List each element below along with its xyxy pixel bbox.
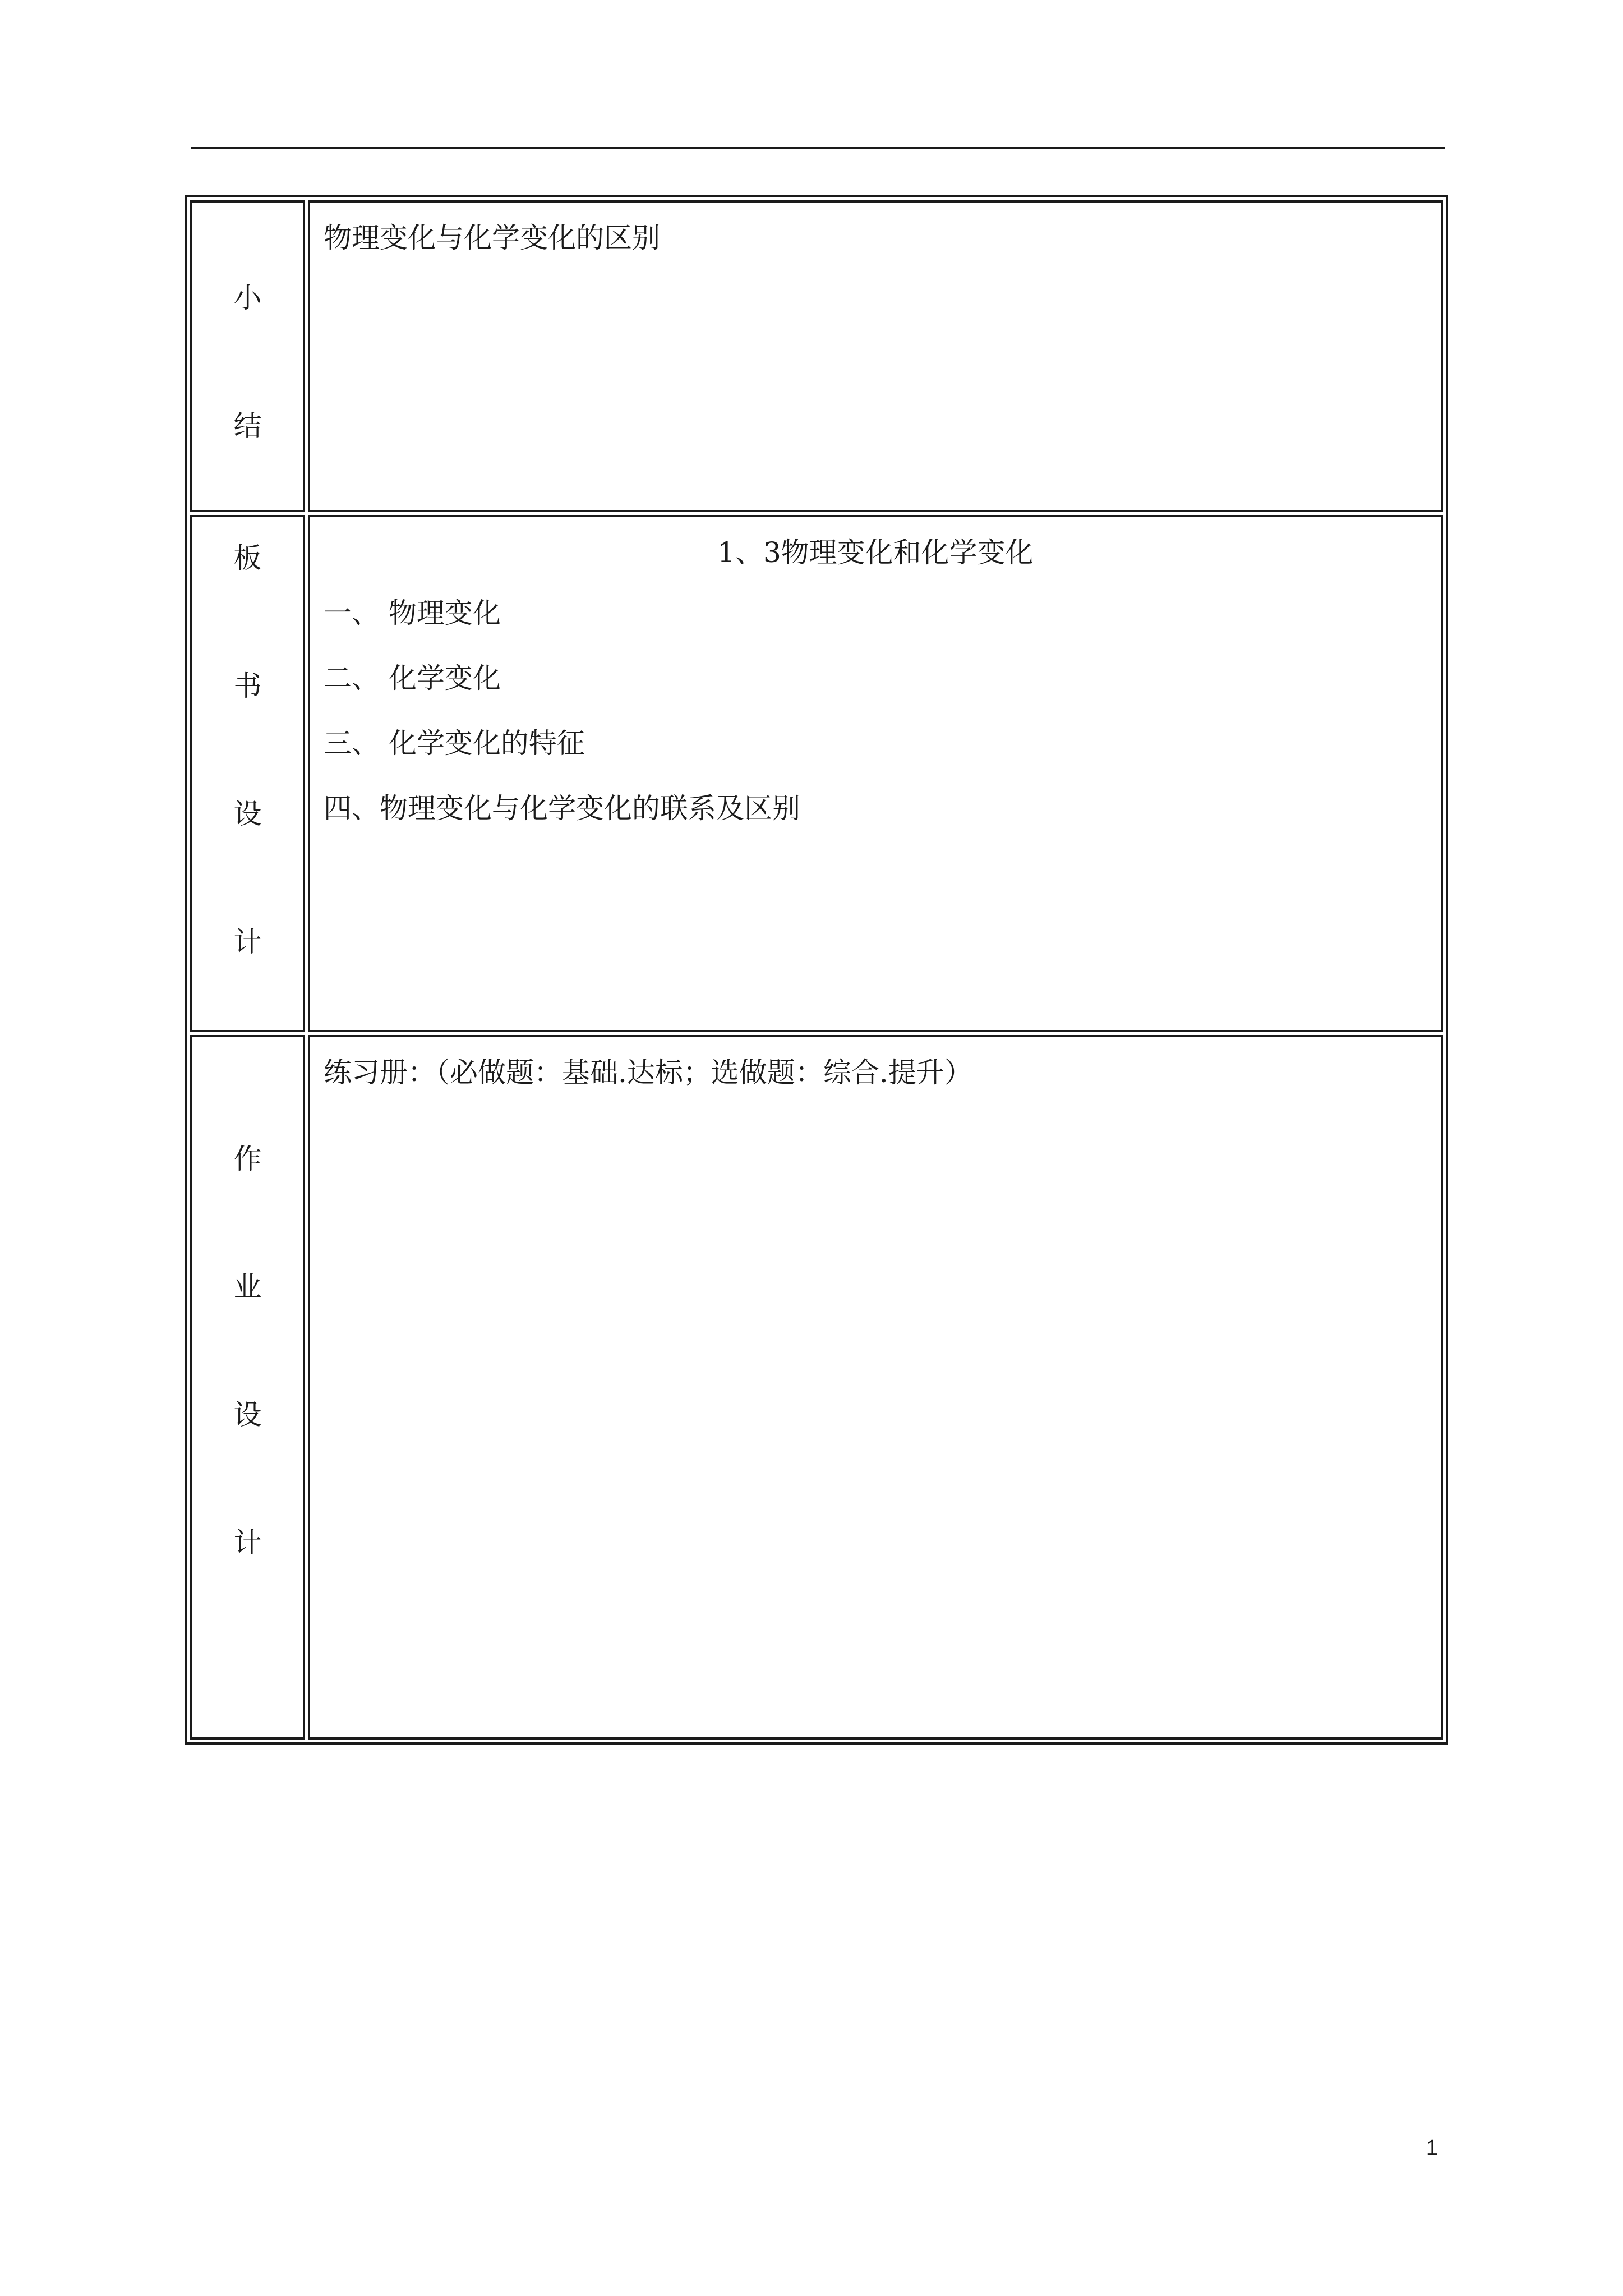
- homework-text: 练习册：（必做题：基础.达标；选做题：综合.提升）: [324, 1056, 972, 1089]
- board-design-row: [190, 515, 1443, 1032]
- homework-design-label-char: 业: [233, 1271, 262, 1303]
- page-number: 1: [1426, 2136, 1438, 2160]
- homework-design-row: [190, 1035, 1443, 1740]
- board-design-label-char: 书: [233, 670, 262, 702]
- homework-design-label-char: 设: [233, 1398, 262, 1431]
- homework-design-label-char: 计: [233, 1526, 262, 1559]
- board-design-label-char: 设: [233, 798, 262, 830]
- homework-design-label: [192, 1037, 303, 1557]
- summary-label-char: 结: [233, 409, 262, 442]
- board-design-item: 二、 化学变化: [324, 662, 501, 694]
- summary-row: [190, 200, 1443, 512]
- board-design-item: 三、 化学变化的特征: [324, 727, 585, 760]
- board-design-content-cell: [308, 515, 1443, 1032]
- board-design-outline: [324, 597, 1427, 825]
- board-design-label: [192, 517, 303, 956]
- summary-label-cell: [190, 200, 305, 512]
- board-design-title: 1、3物理变化和化学变化: [717, 536, 1034, 569]
- header-rule: [191, 147, 1445, 149]
- summary-label: [192, 203, 303, 440]
- board-design-item: 一、 物理变化: [324, 597, 501, 629]
- lesson-plan-table: [185, 195, 1448, 1745]
- summary-text: 物理变化与化学变化的区别: [324, 222, 660, 254]
- board-design-item: 四、物理变化与化学变化的联系及区别: [324, 792, 800, 825]
- homework-design-content-cell: [308, 1035, 1443, 1740]
- homework-design-label-cell: [190, 1035, 305, 1740]
- summary-label-char: 小: [233, 282, 262, 314]
- board-design-label-cell: [190, 515, 305, 1032]
- homework-design-label-char: 作: [233, 1143, 262, 1175]
- summary-content-cell: [308, 200, 1443, 512]
- board-design-label-char: 板: [233, 542, 262, 574]
- board-design-label-char: 计: [233, 926, 262, 958]
